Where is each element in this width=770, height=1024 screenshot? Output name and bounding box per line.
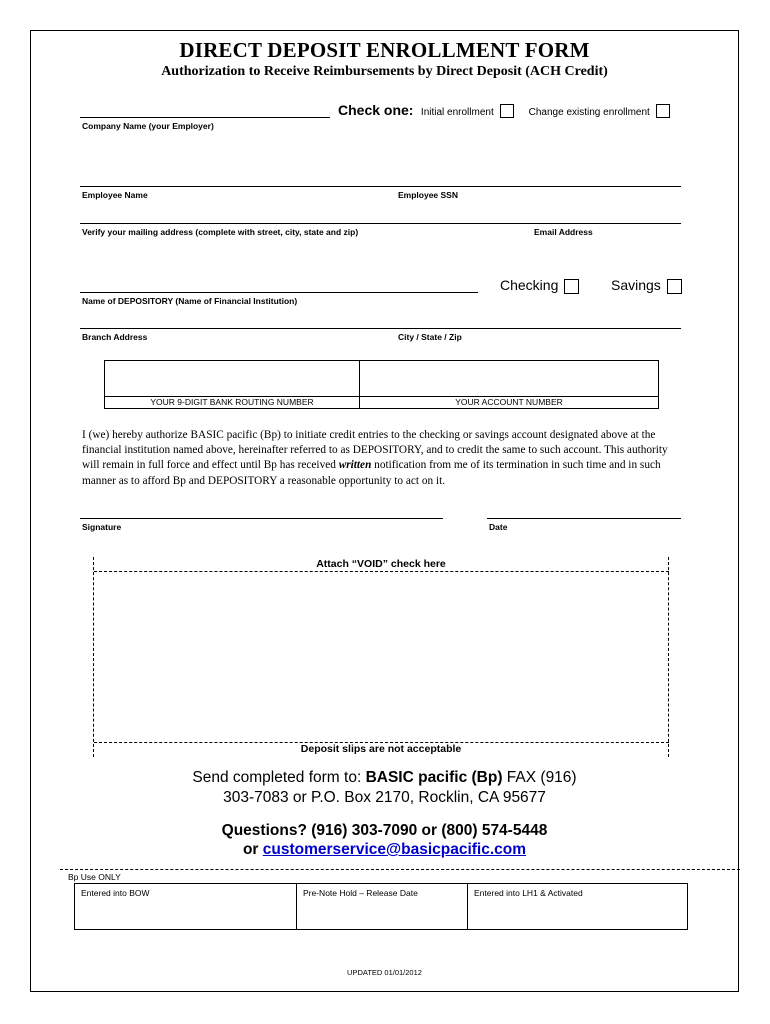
questions-line1: Questions? (916) 303-7090 or (800) 574-5448	[221, 822, 548, 839]
savings-option	[611, 277, 682, 294]
send-fax: FAX (916)	[502, 769, 577, 786]
routing-number-label: YOUR 9-DIGIT BANK ROUTING NUMBER	[104, 396, 360, 409]
office-use-divider	[60, 869, 740, 870]
date-line[interactable]	[487, 518, 681, 519]
branch-line[interactable]	[80, 328, 681, 329]
routing-number-field[interactable]	[104, 360, 360, 397]
branch-address-label: Branch Address	[82, 332, 148, 342]
employee-line[interactable]	[80, 186, 681, 187]
questions-line2	[30, 840, 739, 860]
office-cell-prenote[interactable]	[297, 884, 468, 930]
checking-label: Checking	[500, 277, 559, 293]
void-area-right	[668, 557, 669, 757]
initial-enrollment-checkbox[interactable]	[500, 104, 514, 118]
signature-line[interactable]	[80, 518, 443, 519]
office-col-lh1: Entered into LH1 & Activated	[474, 888, 583, 898]
send-company: BASIC pacific (Bp)	[365, 769, 503, 786]
savings-label: Savings	[611, 277, 661, 293]
address-line[interactable]	[80, 223, 681, 224]
change-enrollment-checkbox[interactable]	[656, 104, 670, 118]
depository-name-label: Name of DEPOSITORY (Name of Financial Institution)	[82, 296, 298, 306]
questions-or: or	[242, 841, 263, 858]
office-use-heading: Bp Use ONLY	[68, 872, 121, 882]
send-prefix: Send completed form to:	[192, 769, 366, 786]
change-enrollment-label: Change existing enrollment	[528, 107, 650, 118]
send-to-line2: 303-7083 or P.O. Box 2170, Rocklin, CA 95677	[223, 789, 546, 806]
customer-service-email-link[interactable]: customerservice@basicpacific.com	[262, 841, 527, 858]
company-name-line[interactable]	[80, 117, 330, 118]
mailing-address-label: Verify your mailing address (complete with street, city, state and zip)	[82, 227, 359, 237]
send-to-line1	[30, 768, 739, 788]
check-one-group	[338, 102, 670, 120]
deposit-slips-label: Deposit slips are not acceptable	[300, 743, 462, 755]
updated-date: UPDATED 01/01/2012	[347, 968, 422, 977]
authorization-text	[82, 428, 682, 489]
authorization-text-part1: I (we) hereby authorize BASIC pacific (Bp) to initiate credit entries to the checking or savings account designated above at the financial institution named above, hereinafter referred to as DEPOSITORY, and to credit the same to such account. This authority will remain in full force and effect until Bp has received	[82, 429, 668, 472]
office-use-table	[74, 883, 688, 930]
depository-line[interactable]	[80, 292, 478, 293]
authorization-text-part2: notification from me of its termination in such time and in such manner as to afford Bp and DEPOSITORY a reasonable opportunity to act on it.	[82, 459, 661, 487]
city-state-zip-label: City / State / Zip	[398, 332, 462, 342]
check-one-label: Check one:	[338, 102, 414, 118]
account-number-label: YOUR ACCOUNT NUMBER	[359, 396, 659, 409]
email-address-label: Email Address	[534, 227, 593, 237]
initial-enrollment-label: Initial enrollment	[420, 107, 494, 118]
employee-ssn-label: Employee SSN	[398, 190, 458, 200]
checking-checkbox[interactable]	[564, 279, 579, 294]
employee-name-label: Employee Name	[82, 190, 148, 200]
authorization-emphasis: written	[338, 459, 372, 472]
form-title: DIRECT DEPOSIT ENROLLMENT FORM	[179, 38, 590, 62]
office-cell-lh1[interactable]	[468, 884, 688, 930]
company-name-label: Company Name (your Employer)	[82, 121, 214, 131]
savings-checkbox[interactable]	[667, 279, 682, 294]
account-number-field[interactable]	[359, 360, 659, 397]
attach-void-label: Attach “VOID” check here	[316, 558, 446, 570]
date-label: Date	[489, 522, 508, 532]
form-subtitle: Authorization to Receive Reimbursements by Direct Deposit (ACH Credit)	[161, 64, 608, 79]
void-check-attach-area[interactable]	[94, 572, 668, 742]
signature-label: Signature	[82, 522, 122, 532]
office-cell-bow[interactable]	[75, 884, 297, 930]
checking-option	[500, 277, 579, 294]
office-col-bow: Entered into BOW	[81, 888, 150, 898]
office-col-prenote: Pre-Note Hold – Release Date	[303, 888, 418, 898]
